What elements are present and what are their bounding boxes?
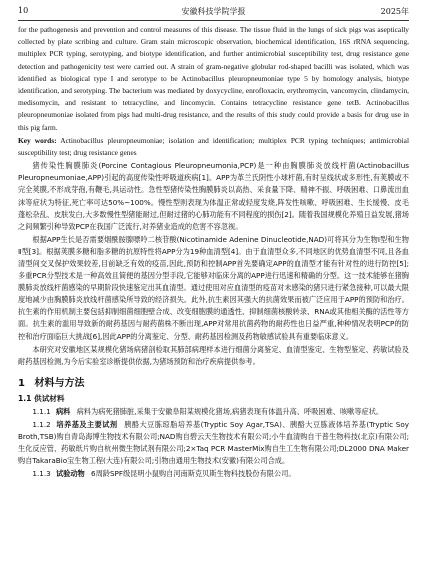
item-title: 培养基及主要试剂 xyxy=(56,419,118,429)
item-text: 6周龄SPF级昆明小鼠购自河南斯克贝斯生物科技股份有限公司。 xyxy=(91,469,296,479)
item-title: 病料 xyxy=(55,406,71,416)
item-number: 1.1.1 xyxy=(32,406,51,416)
keywords-text: Actinobacillus pleuropneumoniae; isolation and identification; multiplex PCR typing techniques; antimicrobial susceptibility test; drug resistance genes xyxy=(18,135,409,158)
keywords-line xyxy=(18,135,409,159)
page-number: 10 xyxy=(18,6,29,15)
item-number: 1.1.2 xyxy=(32,419,51,429)
page-header xyxy=(18,6,409,18)
publication-year: 2025年 xyxy=(380,7,409,16)
section-title: 材料与方法 xyxy=(34,377,85,389)
item-title: 试验动物 xyxy=(55,469,85,479)
item-text: 病料为病死猪肺脏,采集于安徽阜阳某规模化猪场,病猪表现有体温升高、呼吸困难、咳嗽等症状。 xyxy=(76,406,384,416)
page-body xyxy=(18,24,409,481)
section-heading xyxy=(18,374,409,389)
abstract-english: for the pathogenesis and prevention and control measures of this disease. The tissue fluid in the lungs of sick pigs was aseptically collected by plate scribing and culture. Gram stain microscopic observation, biochemical identification, 16S rRNA sequencing, multiplex PCR typing, serotyping, and biotype identification, and further antimicrobial susceptibility test, drug resistance gene detection and pathogenicity test were carried out. A strain of gram-negative globular rod-shaped bacilli was isolated, which was identified as biological type I and serotype to be Actinobacillus pleuropneumoniae type 5 by homology analysis, biotype identification, and serotyping. The bacterium was mediated by doxycycline, enrofloxacin, erythromycin, vancomycin, clindamycin, medisomycin, and resistant to tetracycline, and lincomycin. Contains tetracycline resistance gene tetB. Actinobacillus pleuropneumoniae isolated from pigs had multi-drug resistance, and the results of this study could provide a basis for drug use in this pig farm. xyxy=(18,25,409,132)
section-number: 1 xyxy=(18,377,25,389)
keywords-label: Key words: xyxy=(18,135,57,145)
subsection-number: 1.1 xyxy=(18,393,32,403)
item-animals xyxy=(18,468,409,480)
subsection-heading xyxy=(18,393,409,405)
subsection-title: 供试材料 xyxy=(34,393,65,403)
item-text: 胰酪大豆胨琼脂培养基(Tryptic Soy Agar,TSA)、胰酪大豆胨液体培养基(Tryptic Soy Broth,TSB)购自青岛海博生物技术有限公司;NAD购自碧云天生物技术有限公司;小牛血清购自干普生物科技(北京)有限公司;生化反应管、药敏纸片购自杭州微生物试剂有限公司;2×Taq PCR MasterMix购自生工生物有限公司;DL2000 DNA Maker购自TakaraBio宝生物工程(大连)有限公司;引物由通用生物技术(安徽)有限公司合成。 xyxy=(18,419,409,466)
intro-paragraph-2: 根据APP生长是否需要烟酰胺腺嘌呤二核苷酸(Nicotinamide Adenine Dinucleotide,NAD)可将其分为生物Ⅰ型和生物Ⅱ型[3]。根据荚膜多糖和脂多糖的抗原特性将APP分为19种血清型[4]。由于血清型众多,不同地区的优势血清型不同,且各血清型间交叉保护效果较差,目前缺乏有效的疫苗,因此,预防和控制APP首先要确定APP的血清型才能有针对性的进行防控[5];多重PCR分型技术是一种高效且简便的基因分型手段,它能够对临床分离的APP进行迅速和精确的分型。这一技术能够在猪胸膜肺炎放线杆菌感染的早期阶段快速鉴定出其血清型。通过使用对应血清型的疫苗对未感染的猪只进行紧急接种,可以最大限度地减少由胸膜肺炎放线杆菌感染所导致的经济损失。此外,抗生素因其强大的抗菌效果而被广泛应用于APP的预防和治疗。抗生素的作用机制主要包括抑制细菌细胞壁合成、改变细胞膜的通透性、抑制细菌核酸转录、RNA或其他相关酶的活性等方面。抗生素的滥用导致新的耐药基因与耐药菌株不断出现,APP对常用抗菌药物的耐药性也日益严重,种种情况表明PCP的防控和治疗面临巨大挑战[6],因此APP的分离鉴定、分型、耐药基因检测及药物敏感试验具有重要临床意义。 xyxy=(18,234,409,341)
journal-title: 安徽科技学院学报 xyxy=(181,7,246,16)
intro-paragraph-1: 猪传染性胸膜肺炎(Porcine Contagious Pleuropneumonia,PCP)是一种由胸膜肺炎放线杆菌(Actinobacillus Pleuropneumoniae,APP)引起的高度传染性呼吸道疾病[1]。APP为革兰氏阴性小球杆菌,有时呈线状或多形性,有荚膜或不完全荚膜,不形成芽孢,有鞭毛,具运动性。急性型猪传染性胸膜肺炎以高热、采食量下降、精神不振、呼吸困难、口鼻流出血沫等症状为特征,死亡率可达50%~100%。慢性型则表现为体温正常或轻度发烧,阵发性咳嗽、呼吸困难、生长缓慢、皮毛蓬松杂乱、皮肤发白,大多数慢性型猪能耐过,但耐过猪的心肺功能有不同程度的损伤[2]。随着我国规模化养殖日益发展,猪场之间频繁引种导致PCP在我国广泛流行,对养猪业造成的危害不容忽视。 xyxy=(18,161,409,231)
item-number: 1.1.3 xyxy=(32,469,51,479)
item-sample xyxy=(18,406,409,418)
item-media-reagents xyxy=(18,419,409,467)
header-rule xyxy=(18,20,409,21)
intro-paragraph-3: 本研究对安徽地区某规模化猪场病猪剖检取其肺部病理样本进行细菌分离鉴定、血清型鉴定、生物型鉴定、药敏试验及耐药基因检测,为今后实验室诊断提供依据,为猪场预防和治疗疾病提供参考。 xyxy=(18,344,409,366)
